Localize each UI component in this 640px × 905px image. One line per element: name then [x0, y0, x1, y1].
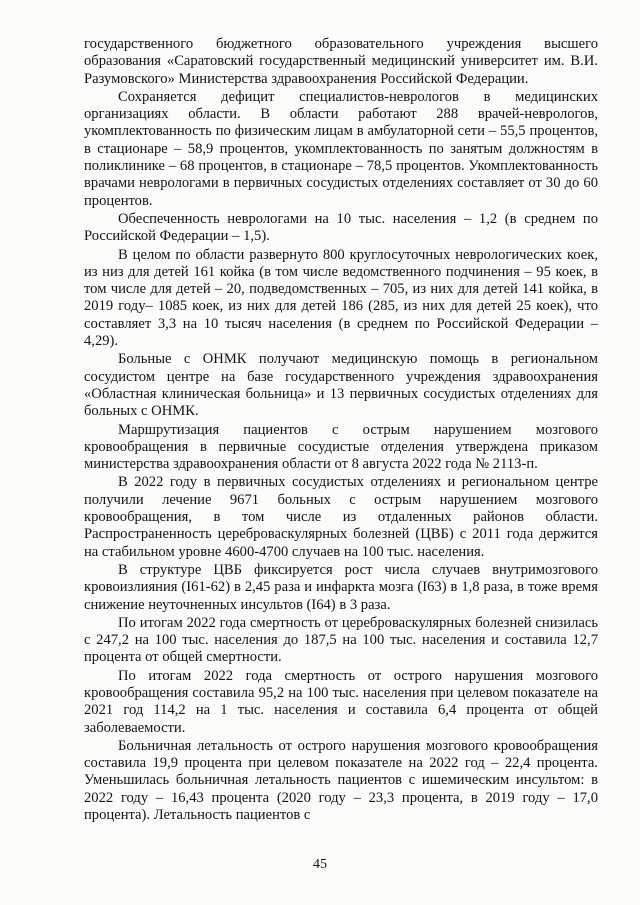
paragraph-routing: Маршрутизация пациентов с острым нарушением мозгового кровообращения в первичные сосудистые отделения утверждена приказом министерства здравоохранения области от 8 августа 2022 года № 2113-п. [84, 421, 598, 473]
page-number: 45 [313, 857, 327, 872]
paragraph-stroke-mortality: По итогам 2022 года смертность от острого нарушения мозгового кровообращения составила 95,2 на 100 тыс. населения при целевом показателе на 2021 год 114,2 на 1 тыс. населения и составила 6,4 процента от общей заболеваемости. [84, 667, 598, 736]
paragraph-cvd-structure: В структуре ЦВБ фиксируется рост числа случаев внутримозгового кровоизлияния (I61-62) в 2,45 раза и инфаркта мозга (I63) в 1,8 раза, в тоже время снижение неуточненных инсультов (I64) в 3 раза. [84, 561, 598, 613]
paragraph-neurologist-shortage: Сохраняется дефицит специалистов-неврологов в медицинских организациях области. В области работают 288 врачей-неврологов, укомплектованность по физическим лицам в амбулаторной сети – 55,5 процентов, в стационаре – 58,9 процентов, укомплектованность по занятым должностям в поликлинике – 68 процентов, в стационаре – 78,5 процентов. Укомплектованность врачами неврологами в первичных сосудистых отделениях составляет от 30 до 60 процентов. [84, 88, 598, 209]
paragraph-cvd-mortality: По итогам 2022 года смертность от цереброваскулярных болезней снизилась с 247,2 на 100 тыс. населения до 187,5 на 100 тыс. населения и составила 12,7 процента от общей смертности. [84, 614, 598, 666]
paragraph-vascular-centers: Больные с ОНМК получают медицинскую помощь в региональном сосудистом центре на базе государственного учреждения здравоохранения «Областная клиническая больница» и 13 первичных сосудистых отделениях для больных с ОНМК. [84, 351, 598, 420]
paragraph-bed-capacity: В целом по области развернуто 800 круглосуточных неврологических коек, из низ для детей 161 койка (в том числе ведомственного подчинения – 95 коек, в том числе для детей – 20, подведомственных – 705, из них для детей 141 койка, в 2019 году– 1085 коек, из них для детей 186 (285, из них для детей 25 коек), что составляет 3,3 на 10 тысяч населения (в среднем по Российской Федерации – 4,29). [84, 246, 598, 350]
paragraph-continuation: государственного бюджетного образовательного учреждения высшего образования «Саратовский государственный медицинский университет им. В.И. Разумовского» Министерства здравоохранения Российской Федерации. [84, 36, 598, 87]
paragraph-neurologist-ratio: Обеспеченность неврологами на 10 тыс. населения – 1,2 (в среднем по Российской Федерации – 1,5). [84, 210, 598, 245]
paragraph-hospital-lethality: Больничная летальность от острого нарушения мозгового кровообращения составила 19,9 процента при целевом показателе на 2022 год – 22,4 процента. Уменьшилась больничная летальность пациентов с ишемическим инсультом: в 2022 году – 16,43 процента (2020 году – 23,3 процента, в 2019 году – 17,0 процента). Летальность пациентов с [84, 737, 598, 824]
paragraph-treated-patients: В 2022 году в первичных сосудистых отделениях и региональном центре получили лечение 9671 больных с острым нарушением мозгового кровообращения, в том числе из отдаленных районов области. Распространенность цереброваскулярных болезней (ЦВБ) с 2011 года держится на стабильном уровне 4600-4700 случаев на 100 тыс. населения. [84, 474, 598, 560]
body-text [84, 36, 598, 825]
